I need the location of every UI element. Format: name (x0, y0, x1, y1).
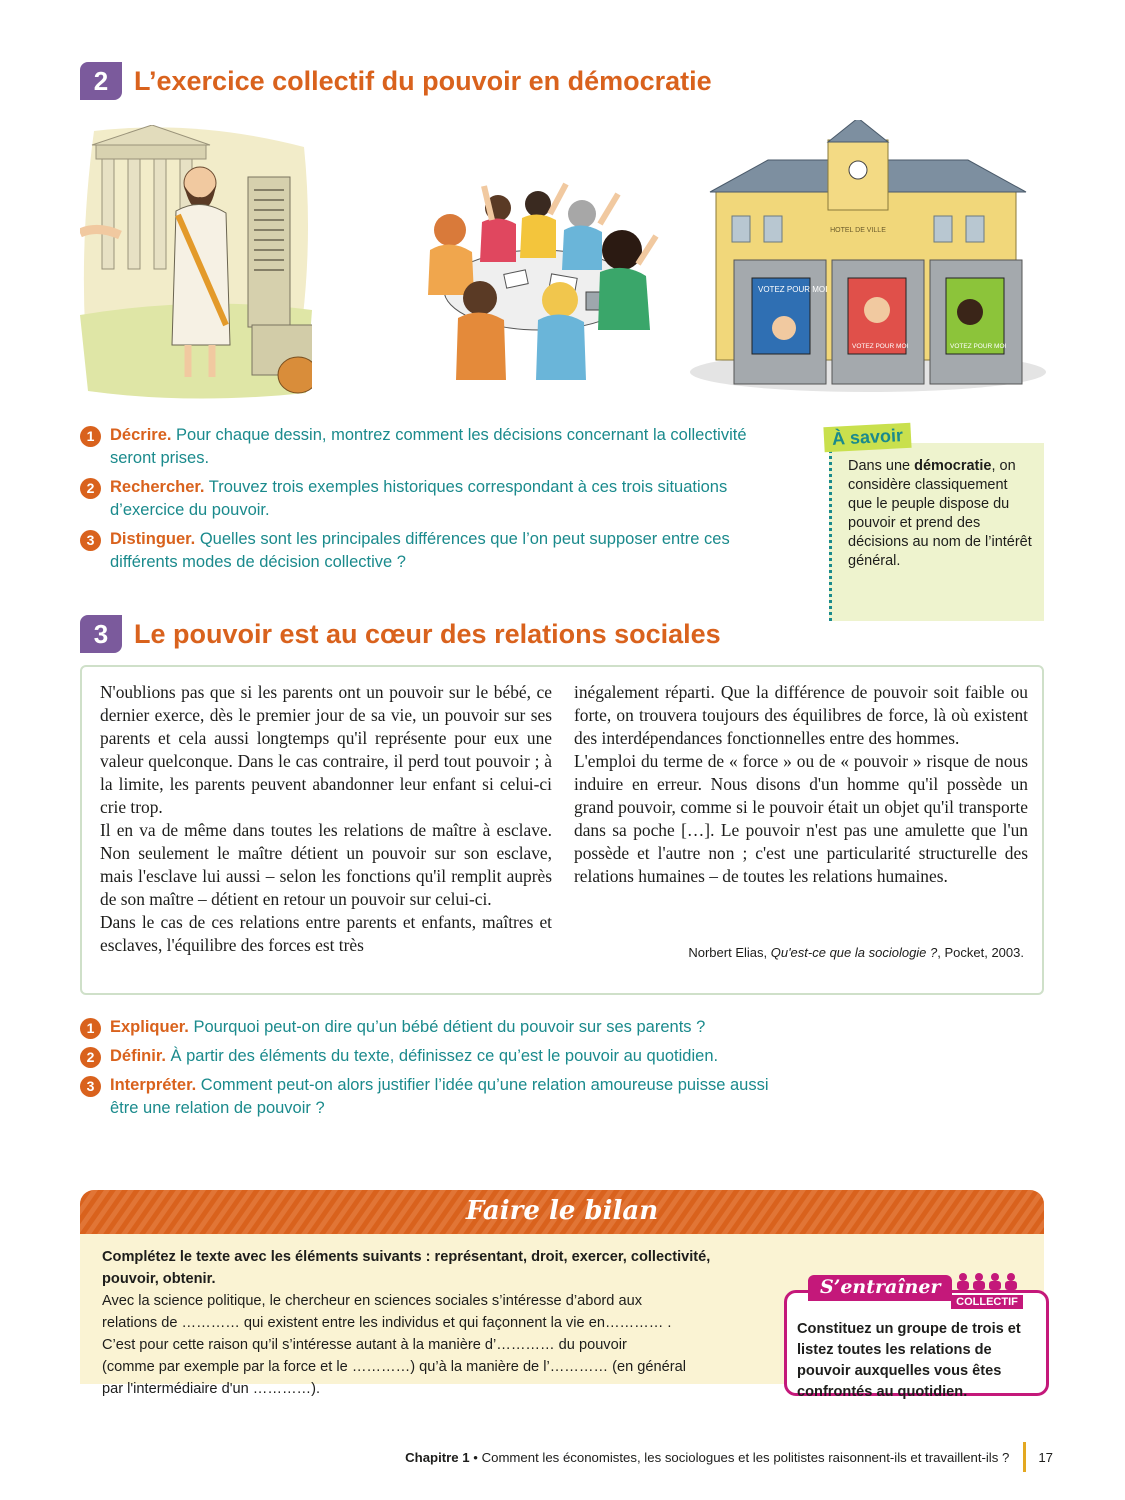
question-verb: Interpréter. (110, 1076, 197, 1094)
section-3-header (80, 615, 721, 653)
footer-chapter: Chapitre 1 (405, 1449, 470, 1465)
bilan-line: (comme par exemple par la force et le …………) qu’à la manière de l’………… (en général (102, 1359, 686, 1375)
group-people-icon (951, 1272, 1023, 1290)
bilan-line: Avec la science politique, le chercheur en sciences sociales s’intéresse d’abord aux (102, 1293, 642, 1309)
assembly-meeting-illustration (410, 180, 672, 390)
bilan-line: par l'intermédiaire d'un …………). (102, 1381, 321, 1397)
bilan-instruction: Complétez le texte avec les éléments suivants : représentant, droit, exercer, collectivité, pouvoir, obtenir. (102, 1249, 711, 1287)
page-footer (405, 1442, 1053, 1472)
bilan-title: Faire le bilan (465, 1196, 659, 1226)
paragraph: Dans le cas de ces relations entre parents et enfants, maîtres et esclaves, l'équilibre des forces est très (100, 912, 552, 955)
greek-democracy-illustration (80, 125, 312, 400)
a-savoir-tag: À savoir (823, 423, 911, 453)
question-item (80, 1045, 770, 1068)
question-number: 2 (80, 1047, 101, 1068)
a-savoir-text-after: , on considère classiquement que le peuple dispose du pouvoir et prend des décisions au nom de l’intérêt général. (848, 458, 1032, 569)
s-entrainer-text: Constituez un groupe de trois et listez toutes les relations de pouvoir auxquelles vous êtes confrontés au quotidien. (797, 1321, 1021, 1400)
question-text: Pour chaque dessin, montrez comment les décisions concernant la collectivité seront prises. (110, 426, 747, 467)
section-2-header (80, 62, 712, 100)
question-item (80, 424, 770, 470)
question-text: Pourquoi peut-on dire qu’un bébé détient du pouvoir sur ses parents ? (188, 1018, 706, 1036)
section-2-questions (80, 424, 770, 580)
section-number: 3 (80, 615, 122, 653)
bilan-text (102, 1246, 762, 1400)
question-text: Quelles sont les principales différences que l’on peut supposer entre ces différents modes de décision collective ? (110, 530, 730, 571)
collectif-badge (951, 1272, 1023, 1309)
a-savoir-keyword: démocratie (914, 458, 992, 474)
section-3-questions (80, 1016, 770, 1126)
town-hall-sign: HOTEL DE VILLE (830, 227, 886, 234)
question-verb: Expliquer. (110, 1018, 189, 1036)
paragraph: inégalement réparti. Que la différence de pouvoir soit faible ou forte, on trouvera toujours des équilibres de force, là où existent des interdépendances fonctionnelles entre des hommes. (574, 682, 1028, 748)
quote-text-box (80, 665, 1044, 995)
question-item (80, 1074, 770, 1120)
text-column-right (574, 681, 1028, 888)
question-number: 3 (80, 530, 101, 551)
footer-separator: • (469, 1449, 482, 1465)
a-savoir-text-before: Dans une (848, 458, 915, 474)
page-number: 17 (1038, 1449, 1053, 1465)
question-number: 1 (80, 426, 101, 447)
question-verb: Rechercher. (110, 478, 205, 496)
section-number: 2 (80, 62, 122, 100)
s-entrainer-tag: S’entraîner (808, 1275, 952, 1301)
a-savoir-content (829, 443, 1044, 621)
paragraph: Il en va de même dans toutes les relations de maître à esclave. Non seulement le maître détient un pouvoir sur son esclave, mais l'esclave lui aussi – selon les fonctions qu'il remplit auprès de son maître – détient en retour un pouvoir sur celui-ci. (100, 820, 552, 909)
footer-divider (1023, 1442, 1026, 1472)
question-text: Trouvez trois exemples historiques correspondant à ces trois situations d’exercice du pouvoir. (110, 478, 728, 519)
question-item (80, 1016, 770, 1039)
text-column-left (100, 681, 552, 957)
question-number: 1 (80, 1018, 101, 1039)
bilan-line: relations de ………… qui existent entre les individus et qui façonnent la vie en………… . (102, 1315, 672, 1331)
question-item (80, 528, 770, 574)
section-title: Le pouvoir est au cœur des relations sociales (134, 618, 721, 649)
source-citation (688, 941, 1024, 964)
question-verb: Distinguer. (110, 530, 196, 548)
question-text: Comment peut-on alors justifier l’idée qu’une relation amoureuse puisse aussi être une relation de pouvoir ? (110, 1076, 769, 1117)
paragraph: L'emploi du terme de « force » ou de « pouvoir » risque de nous induire en erreur. Nous disons d'un homme qu'il possède un grand pouvoir, comme si le pouvoir était un objet qu'il transporte dans sa poche […]. Le pouvoir n'est pas une amulette que l'un possède et l'autre non ; c'est une particularité structurelle des relations humaines – de toutes les relations humaines. (574, 751, 1028, 886)
question-number: 2 (80, 478, 101, 499)
poster-2-slogan: VOTEZ POUR MOI (852, 343, 909, 350)
bilan-header-band (80, 1190, 1044, 1234)
town-hall-election-illustration (688, 120, 1048, 392)
question-verb: Définir. (110, 1047, 166, 1065)
question-text: À partir des éléments du texte, définissez ce qu’est le pouvoir au quotidien. (165, 1047, 719, 1065)
section-title: L’exercice collectif du pouvoir en démocratie (134, 65, 712, 96)
bilan-line: C’est pour cette raison qu’il s’intéresse autant à la manière d’………… du pouvoir (102, 1337, 627, 1353)
source-book-title: Qu'est-ce que la sociologie ? (770, 945, 938, 960)
question-verb: Décrire. (110, 426, 172, 444)
collectif-label: COLLECTIF (951, 1295, 1023, 1309)
source-publisher: , Pocket, 2003. (937, 945, 1024, 960)
poster-1-slogan: VOTEZ POUR MOI (758, 285, 828, 294)
poster-3-slogan: VOTEZ POUR MOI (950, 343, 1007, 350)
question-number: 3 (80, 1076, 101, 1097)
source-author: Norbert Elias, (688, 945, 771, 960)
paragraph: N'oublions pas que si les parents ont un pouvoir sur le bébé, ce dernier exerce, dès le premier jour de sa vie, un pouvoir sur ses parents et cela aussi longtemps qu'il représente pour eux une valeur quelconque. Dans le cas contraire, il perd tout pouvoir ; à la limite, les parents peuvent abandonner leur enfant si celui-ci crie trop. (100, 682, 552, 817)
question-item (80, 476, 770, 522)
footer-chapter-title: Comment les économistes, les sociologues et les politistes raisonnent-ils et travaillent-ils ? (481, 1449, 1010, 1465)
